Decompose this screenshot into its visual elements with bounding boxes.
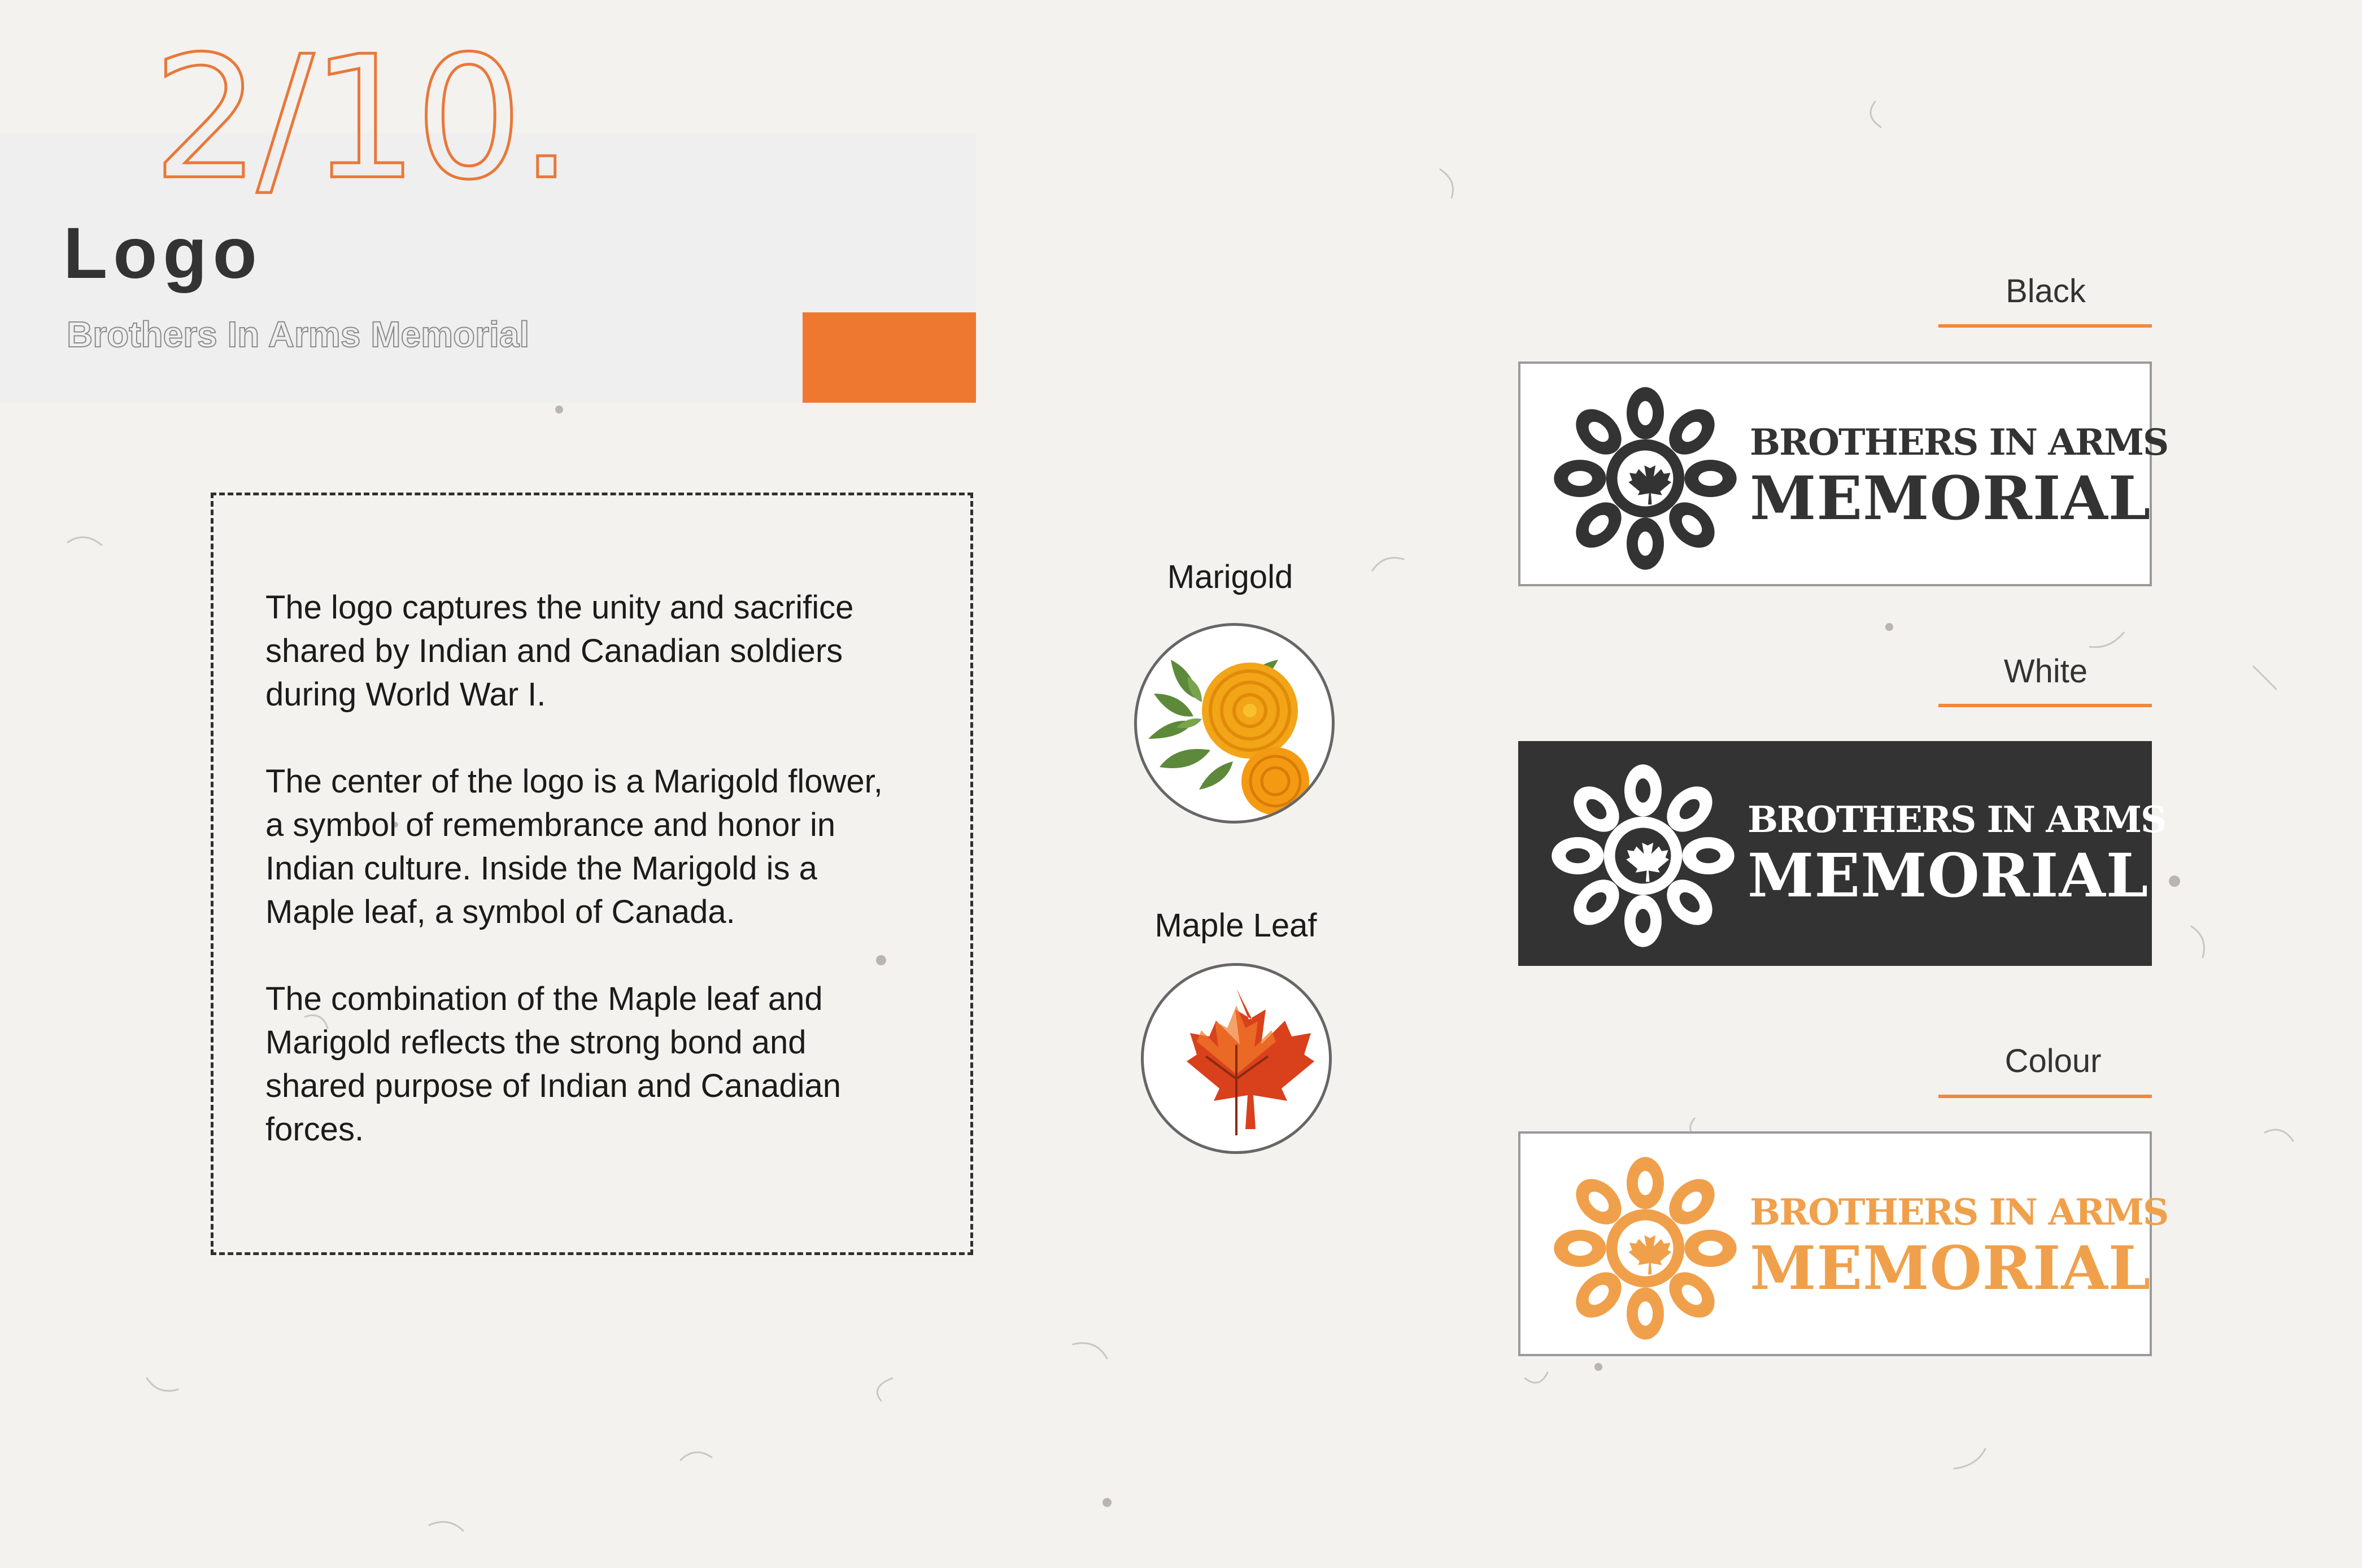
maple-leaf-label: Maple Leaf xyxy=(1154,907,1317,944)
logo-line1: BROTHERS IN ARMS xyxy=(1747,799,2166,841)
maple-leaf-image xyxy=(1141,963,1332,1154)
logo-card-colour xyxy=(1518,1131,2168,1356)
variant-rule xyxy=(1938,324,2152,328)
marigold-image xyxy=(1134,623,1335,824)
logo-line2: MEMORIAL xyxy=(1750,1232,2151,1303)
marigold-flower-icon xyxy=(1137,626,1332,821)
page-subtitle: Brothers In Arms Memorial xyxy=(67,314,530,355)
variant-label-white: White xyxy=(2003,653,2088,690)
description-text xyxy=(265,586,904,1195)
description-box xyxy=(211,493,973,1255)
page-number: 2/10. xyxy=(152,20,570,217)
variant-label-black: Black xyxy=(2006,273,2086,310)
description-paragraph: The center of the logo is a Marigold flower, a symbol of remembrance and honor in Indian culture. Inside the Marigold is a Maple leaf, a symbol of Canada. xyxy=(265,763,883,930)
variant-rule xyxy=(1938,1095,2152,1098)
logo-line1: BROTHERS IN ARMS xyxy=(1750,1191,2168,1234)
maple-leaf-icon xyxy=(1144,966,1329,1151)
description-paragraph: The logo captures the unity and sacrifice shared by Indian and Canadian soldiers during World War I. xyxy=(265,589,854,713)
marigold-label: Marigold xyxy=(1167,559,1293,595)
variant-label-colour: Colour xyxy=(2004,1043,2102,1079)
description-paragraph: The combination of the Maple leaf and Marigold reflects the strong bond and shared purpose of Indian and Canadian forces. xyxy=(265,981,841,1148)
emblem-icon xyxy=(1552,385,1738,572)
logo-card-black xyxy=(1518,361,2168,586)
logo-line2: MEMORIAL xyxy=(1750,463,2151,533)
emblem-icon xyxy=(1552,1155,1738,1341)
logo-line1: BROTHERS IN ARMS xyxy=(1750,421,2168,464)
logo-card-white xyxy=(1518,741,2166,966)
variant-rule xyxy=(1938,704,2152,707)
logo-line2: MEMORIAL xyxy=(1747,840,2149,911)
accent-block xyxy=(803,312,976,403)
emblem-icon xyxy=(1550,763,1736,949)
page-title: Logo xyxy=(63,213,263,294)
